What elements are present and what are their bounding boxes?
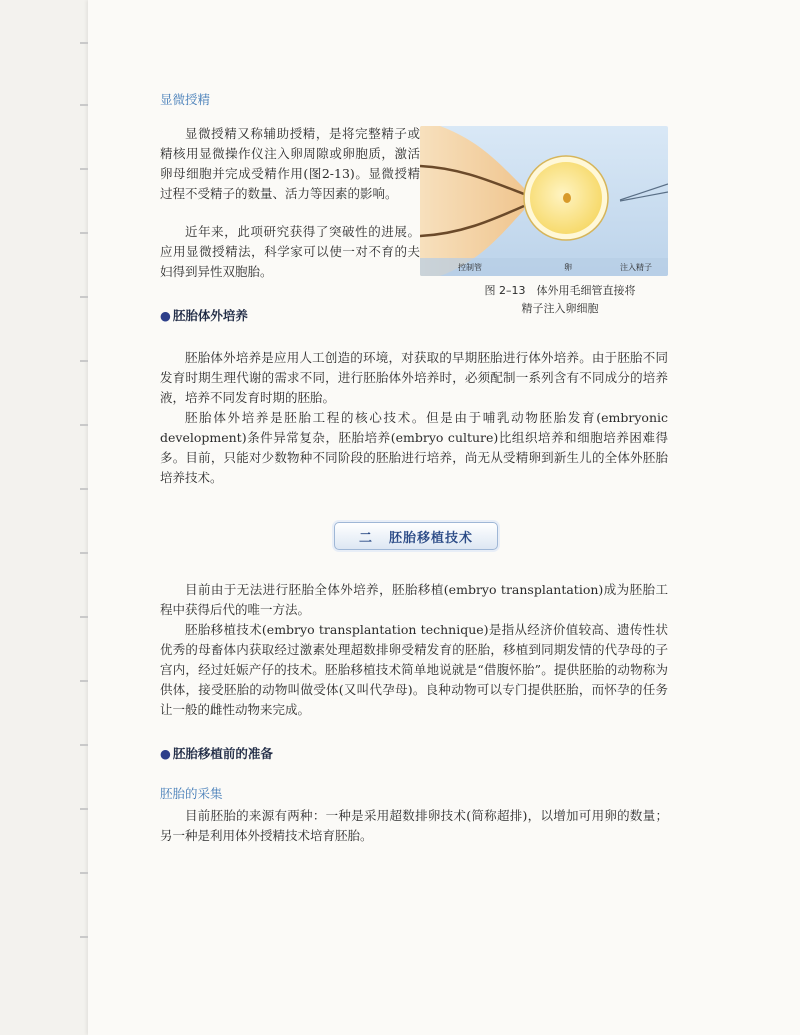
figure-microinjection <box>420 126 668 276</box>
subsection-title-collection: 胚胎的采集 <box>160 786 223 801</box>
margin-tick <box>80 616 88 618</box>
chapter-banner <box>334 522 498 550</box>
section-heading-culture-text: 胚胎体外培养 <box>172 308 248 323</box>
chapter-banner-title: 胚胎移植技术 <box>389 530 474 546</box>
chapter-banner-number: 二 <box>358 530 373 546</box>
margin-tick <box>80 488 88 490</box>
paragraph-transfer-2: 胚胎移植技术(embryo transplantation technique)是指从经济价值较高、遗传性状优秀的母畜体内获取经过激素处理超数排卵受精发育的胚胎，移植到同期发情的代孕母的子宫内，经过妊娠产仔的技术。胚胎移植技术简单地说就是“借腹怀胎”。提供胚胎的动物称为供体，接受胚胎的动物叫做受体(又叫代孕母)。良种动物可以专门提供胚胎，而怀孕的任务让一般的雌性动物来完成。 <box>160 622 668 717</box>
figure-caption <box>460 282 660 318</box>
microinjection-illustration <box>420 126 668 276</box>
margin-tick <box>80 42 88 44</box>
margin-tick <box>80 232 88 234</box>
margin-tick <box>80 872 88 874</box>
paragraph-culture-1: 胚胎体外培养是应用人工创造的环境，对获取的早期胚胎进行体外培养。由于胚胎不同发育时期生理代谢的需求不同，进行胚胎体外培养时，必须配制一系列含有不同成分的培养液，培养不同发育时期的胚胎。 <box>160 350 668 405</box>
figure-label-pipette: 控制管 <box>458 263 482 272</box>
margin-tick <box>80 936 88 938</box>
bullet-dot-icon: ● <box>160 308 171 323</box>
paragraph-transfer-1: 目前由于无法进行胚胎全体外培养，胚胎移植(embryo transplantation)成为胚胎工程中获得后代的唯一方法。 <box>160 582 668 617</box>
section-title-microinjection: 显微授精 <box>160 92 211 107</box>
margin-tick <box>80 808 88 810</box>
margin-tick <box>80 744 88 746</box>
margin-tick <box>80 360 88 362</box>
section-heading-preparation-text: 胚胎移植前的准备 <box>172 746 273 761</box>
figure-label-egg: 卵 <box>564 263 572 272</box>
margin-tick <box>80 680 88 682</box>
paragraph-collection: 目前胚胎的来源有两种：一种是采用超数排卵技术(简称超排)，以增加可用卵的数量；另一种是利用体外授精技术培育胚胎。 <box>160 808 668 843</box>
section-heading-preparation <box>160 744 273 762</box>
bullet-dot-icon: ● <box>160 746 171 761</box>
paragraph-microinjection-2: 近年来，此项研究获得了突破性的进展。应用显微授精法，科学家可以使一对不育的夫妇得到异性双胞胎。 <box>160 224 420 279</box>
margin-tick <box>80 552 88 554</box>
paragraph-culture-2: 胚胎体外培养是胚胎工程的核心技术。但是由于哺乳动物胚胎发育(embryonic development)条件异常复杂，胚胎培养(embryo culture)比组织培养和细胞培养困难得多。目前，只能对少数物种不同阶段的胚胎进行培养，尚无从受精卵到新生儿的全体外胚胎培养技术。 <box>160 410 668 485</box>
figure-caption-line-2: 精子注入卵细胞 <box>521 302 599 315</box>
figure-caption-line-1: 图 2–13 体外用毛细管直接将 <box>484 284 636 297</box>
section-heading-culture <box>160 306 248 324</box>
paragraph-microinjection-1: 显微授精又称辅助授精，是将完整精子或精核用显微操作仪注入卵周隙或卵胞质，激活卵母细胞并完成受精作用(图2-13)。显微授精过程不受精子的数量、活力等因素的影响。 <box>160 126 420 201</box>
margin-tick <box>80 168 88 170</box>
margin-tick <box>80 104 88 106</box>
figure-label-sperm: 注入精子 <box>620 263 652 272</box>
margin-tick <box>80 296 88 298</box>
margin-tick <box>80 424 88 426</box>
